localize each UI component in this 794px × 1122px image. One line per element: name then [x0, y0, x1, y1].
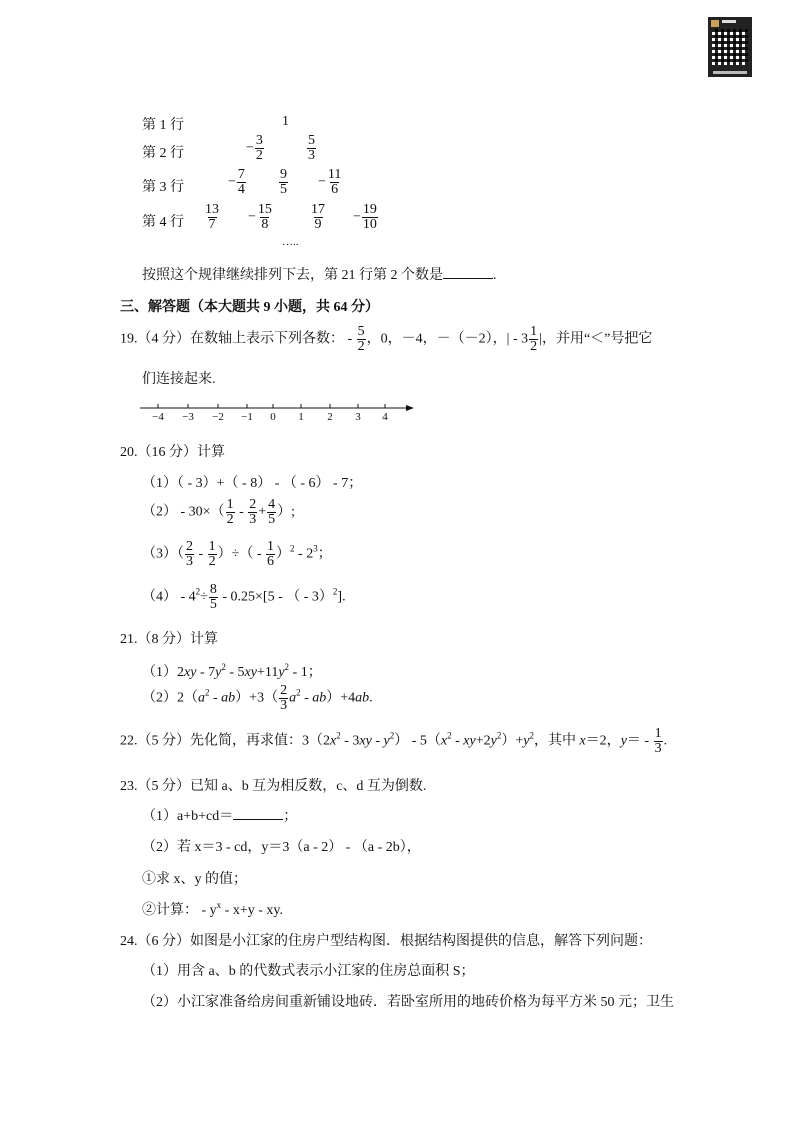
- q24-part-1: （1）用含 a、b 的代数式表示小江家的住房总面积 S；: [142, 964, 475, 979]
- q20-part-1: （1）（ - 3）+（ - 8） - （ - 6） - 7；: [142, 476, 363, 491]
- tick-label: −2: [212, 411, 224, 423]
- row-3-label: 第 3 行: [142, 180, 184, 195]
- tick-label: 3: [355, 411, 361, 423]
- q23-part-2: （2）若 x＝3 - cd，y＝3（a - 2） - （a - 2b），: [142, 840, 421, 855]
- q21-part-1: $(1)2xy - 7y^2 - 5xy+11y^2 - 1$；: [142, 662, 322, 680]
- row-4-item-1: $\frac{13}{7}$: [205, 202, 219, 232]
- row-4-item-2: − $\frac{15}{8}$: [248, 202, 272, 232]
- row-1-item: 1: [282, 114, 289, 129]
- number-line: [138, 400, 420, 424]
- q20-part-4: $(4) - 4^2\div$ $\frac{8}{5}$ - 0.25×[5 - （ - 3）$^2$].: [142, 582, 346, 612]
- row-4-item-4: − $\frac{19}{10}$: [353, 202, 377, 232]
- q23-sub-2: ②计算： - $y^x - x+y$ - xy.: [142, 900, 283, 918]
- q21-part-2: $(2)2(a^2 - ab)+3$（ $\frac{2}{3}$ $a^2 - ab)+4ab$.: [142, 683, 373, 713]
- q24-part-2: （2）小江家准备给房间重新铺设地砖．若卧室所用的地砖价格为每平方米 50 元；卫生: [142, 995, 674, 1010]
- row-2-item-1: − $\frac{3}{2}$: [246, 133, 263, 163]
- q20-part-3: （3）（ $\frac{2}{3}$ - $\frac{1}{2}$ ）÷（ - $\frac{1}{6}$ ）$^2 - 2^3$；: [142, 539, 332, 569]
- q23-heading: 23.（5 分）已知 a、b 互为相反数，c、d 互为倒数.: [120, 779, 427, 794]
- row-4-label: 第 4 行: [142, 215, 184, 230]
- row-3-item-2: $\frac{9}{5}$: [280, 167, 287, 197]
- q21-heading: 21.（8 分）计算: [120, 632, 218, 647]
- row-1-label: 第 1 行: [142, 118, 184, 133]
- section-3-heading: 三、解答题（本大题共 9 小题，共 64 分）: [120, 300, 379, 315]
- logo-icon: [711, 20, 719, 27]
- tick-label: −3: [182, 411, 194, 423]
- q20-part-2: （2） - 30×（ $\frac{1}{2}$ - $\frac{2}{3}$ + $\frac{4}{5}$ ）;: [142, 497, 296, 527]
- qr-code: [708, 17, 752, 77]
- tick-label: 1: [298, 411, 304, 423]
- ellipsis: …..: [282, 236, 299, 248]
- row-2-item-2: $\frac{5}{3}$: [308, 133, 315, 163]
- q23-sub-1: ①求 x、y 的值；: [142, 872, 247, 887]
- q24-heading: 24.（6 分）如图是小江家的住房户型结构图．根据结构图提供的信息，解答下列问题：: [120, 934, 652, 949]
- q20-heading: 20.（16 分）计算: [120, 445, 225, 460]
- tick-label: 0: [270, 411, 276, 423]
- row-3-item-1: − $\frac{7}{4}$: [228, 167, 245, 197]
- row-4-item-3: $\frac{17}{9}$: [311, 202, 325, 232]
- q18-text: 按照这个规律继续排列下去，第 21 行第 2 个数是 .: [142, 268, 497, 283]
- row-2-label: 第 2 行: [142, 146, 184, 161]
- tick-label: −1: [241, 411, 253, 423]
- row-3-item-3: − $\frac{11}{6}$: [318, 167, 342, 197]
- tick-label: 4: [382, 411, 388, 423]
- tick-label: −4: [152, 411, 164, 423]
- tick-label: 2: [327, 411, 333, 423]
- q19-text: 19.（4 分）在数轴上表示下列各数： - $\frac{5}{2}$ ，0，－4，－（－2），| - 3 $\frac{1}{2}$ |，并用“＜”号把它: [120, 324, 653, 354]
- q19-line2: 们连接起来.: [142, 372, 216, 387]
- q22-text: 22.（5 分）先化简，再求值：$3(2x^2 - 3xy - y^2) - 5(x^2 - xy+2y^2)+y^2$，其中 x＝2，y＝ - $\frac{1}{3}$ .: [120, 726, 668, 756]
- q23-part-1: （1）a+b+cd＝ ；: [142, 809, 298, 824]
